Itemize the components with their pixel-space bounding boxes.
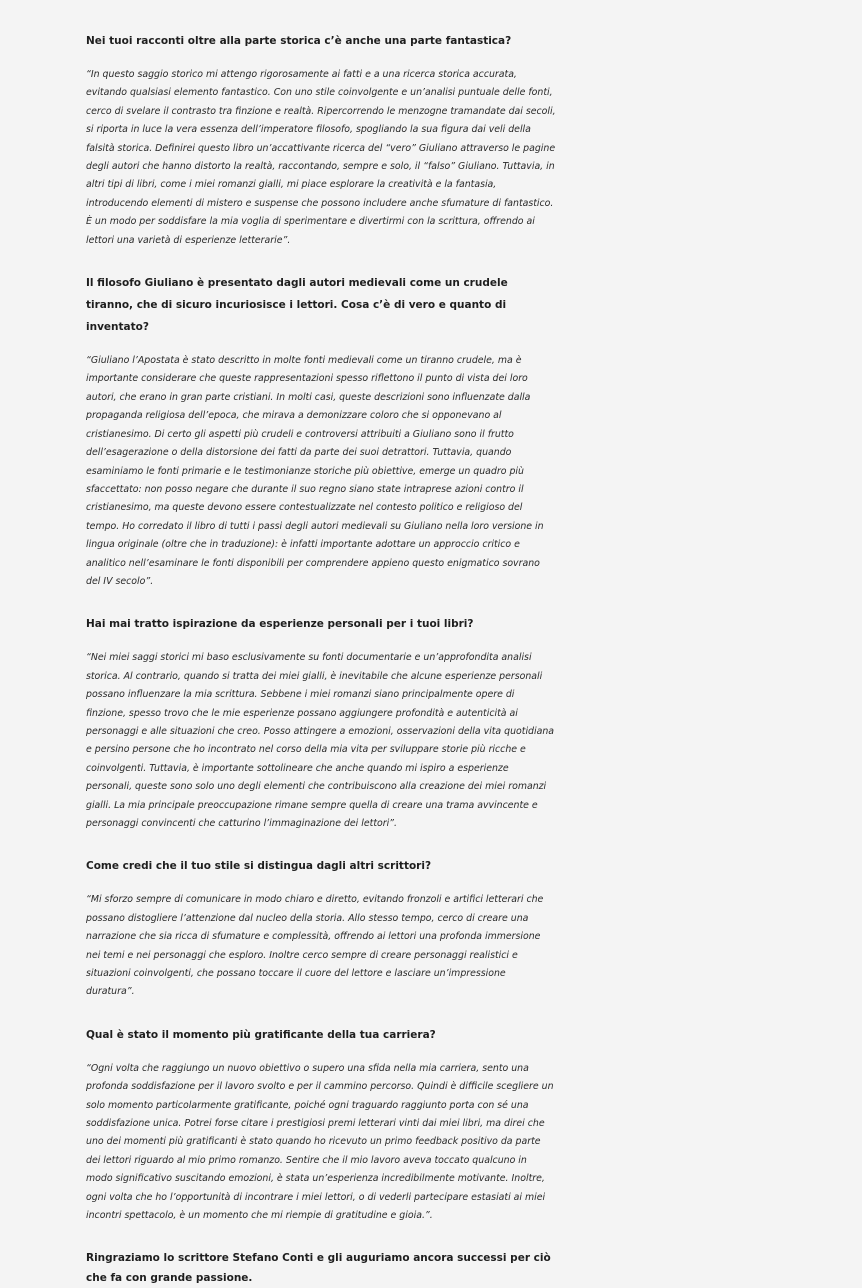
- closing-remark: Ringraziamo lo scrittore Stefano Conti e gli auguriamo ancora successi per ciò che fa con grande passione.: [86, 1251, 551, 1284]
- qa-block: [86, 1024, 556, 1226]
- article-body: [86, 30, 556, 1288]
- interview-answer: “Ogni volta che raggiungo un nuovo obiettivo o supero una sfida nella mia carriera, sento una profonda soddisfazione per il lavoro svolto e per il cammino percorso. Quindi è difficile scegliere un solo momento particolarmente gratificante, poiché ogni traguardo raggiunto porta con sé una soddisfazione unica. Potrei forse citare i prestigiosi premi letterari vinti dai miei libri, ma direi che uno dei momenti più gratificanti è stato quando ho ricevuto un primo feedback positivo da parte dei lettori riguardo al mio primo romanzo. Sentire che il mio lavoro aveva toccato qualcuno in modo significativo suscitando emozioni, è stata un’esperienza incredibilmente motivante. Inoltre, ogni volta che ho l’opportunità di incontrare i miei lettori, o di vederli partecipare estasiati ai miei incontri spettacolo, è un momento che mi riempie di gratitudine e gioia.”.: [86, 1062, 554, 1222]
- qa-block: [86, 30, 556, 250]
- qa-block: [86, 613, 556, 833]
- interview-answer: “Mi sforzo sempre di comunicare in modo chiaro e diretto, evitando fronzoli e artifici letterari che possano distogliere l’attenzione dal nucleo della storia. Allo stesso tempo, cerco di creare una narrazione che sia ricca di sfumature e complessità, offrendo ai lettori una profonda immersione nei temi e nei personaggi che esploro. Inoltre cerco sempre di creare personaggi realistici e situazioni coinvolgenti, che possano toccare il cuore del lettore e lasciare un’impressione duratura”.: [86, 894, 544, 998]
- interview-question: Il filosofo Giuliano è presentato dagli autori medievali come un crudele tiranno, che di sicuro incuriosisce i lettori. Cosa c’è di vero e quanto di inventato?: [86, 277, 508, 334]
- interview-question: Nei tuoi racconti oltre alla parte storica c’è anche una parte fantastica?: [86, 35, 512, 47]
- interview-question: Qual è stato il momento più gratificante della tua carriera?: [86, 1028, 436, 1041]
- interview-answer: “In questo saggio storico mi attengo rigorosamente ai fatti e a una ricerca storica accurata, evitando qualsiasi elemento fantastico. Con uno stile coinvolgente e un’analisi puntuale delle fonti, cerco di svelare il contrasto tra finzione e realtà. Ripercorrendo le menzogne tramandate dai secoli, si riporta in luce la vera essenza dell’imperatore filosofo, spogliando la sua figura dai veli della falsità storica. Definirei questo libro un’accattivante ricerca del “vero” Giuliano attraverso le pagine degli autori che hanno distorto la realtà, raccontando, sempre e solo, il “falso” Giuliano. Tuttavia, in altri tipi di libri, come i miei romanzi gialli, mi piace esplorare la creatività e la fantasia, introducendo elementi di mistero e suspense che possono includere anche sfumature di fantastico. È un modo per soddisfare la mia voglia di sperimentare e divertirmi con la scrittura, offrendo ai lettori una varietà di esperienze letterarie”.: [86, 69, 556, 246]
- interview-answer: “Nei miei saggi storici mi baso esclusivamente su fonti documentarie e un’approfondita analisi storica. Al contrario, quando si tratta dei miei gialli, è inevitabile che alcune esperienze personali possano influenzare la mia scrittura. Sebbene i miei romanzi siano principalmente opere di finzione, spesso trovo che le mie esperienze possano aggiungere profondità e autenticità ai personaggi e alle situazioni che creo. Posso attingere a emozioni, osservazioni della vita quotidiana e persino persone che ho incontrato nel corso della mia vita per sviluppare storie più ricche e coinvolgenti. Tuttavia, è importante sottolineare che anche quando mi ispiro a esperienze personali, queste sono solo uno degli elementi che contribuiscono alla creazione dei miei romanzi gialli. La mia principale preoccupazione rimane sempre quella di creare una trama avvincente e personaggi convincenti che catturino l’immaginazione dei lettori”.: [86, 652, 555, 829]
- interview-question: Come credi che il tuo stile si distingua dagli altri scrittori?: [86, 860, 432, 873]
- interview-answer: “Giuliano l’Apostata è stato descritto in molte fonti medievali come un tiranno crudele, ma è importante considerare che queste rappresentazioni spesso riflettono il punto di vista dei loro autori, che erano in gran parte cristiani. In molti casi, queste descrizioni sono influenzate dalla propaganda religiosa dell’epoca, che mirava a demonizzare coloro che si opponevano al cristianesimo. Di certo gli aspetti più crudeli e controversi attribuiti a Giuliano sono il frutto dell’esagerazione o della distorsione dei fatti da parte dei suoi detrattori. Tuttavia, quando esaminiamo le fonti primarie e le testimonianze storiche più obiettive, emerge un quadro più sfaccettato: non posso negare che durante il suo regno siano state intraprese azioni contro il cristianesimo, ma queste devono essere contestualizzate nel contesto politico e religioso del tempo. Ho corredato il libro di tutti i passi degli autori medievali su Giuliano nella loro versione in lingua originale (oltre che in traduzione): è infatti importante adottare un approccio critico e analitico nell’esaminare le fonti disponibili per comprendere appieno questo enigmatico sovrano del IV secolo”.: [86, 355, 544, 587]
- qa-block: [86, 272, 556, 591]
- interview-question: Hai mai tratto ispirazione da esperienze personali per i tuoi libri?: [86, 618, 474, 631]
- qa-block: [86, 855, 556, 1001]
